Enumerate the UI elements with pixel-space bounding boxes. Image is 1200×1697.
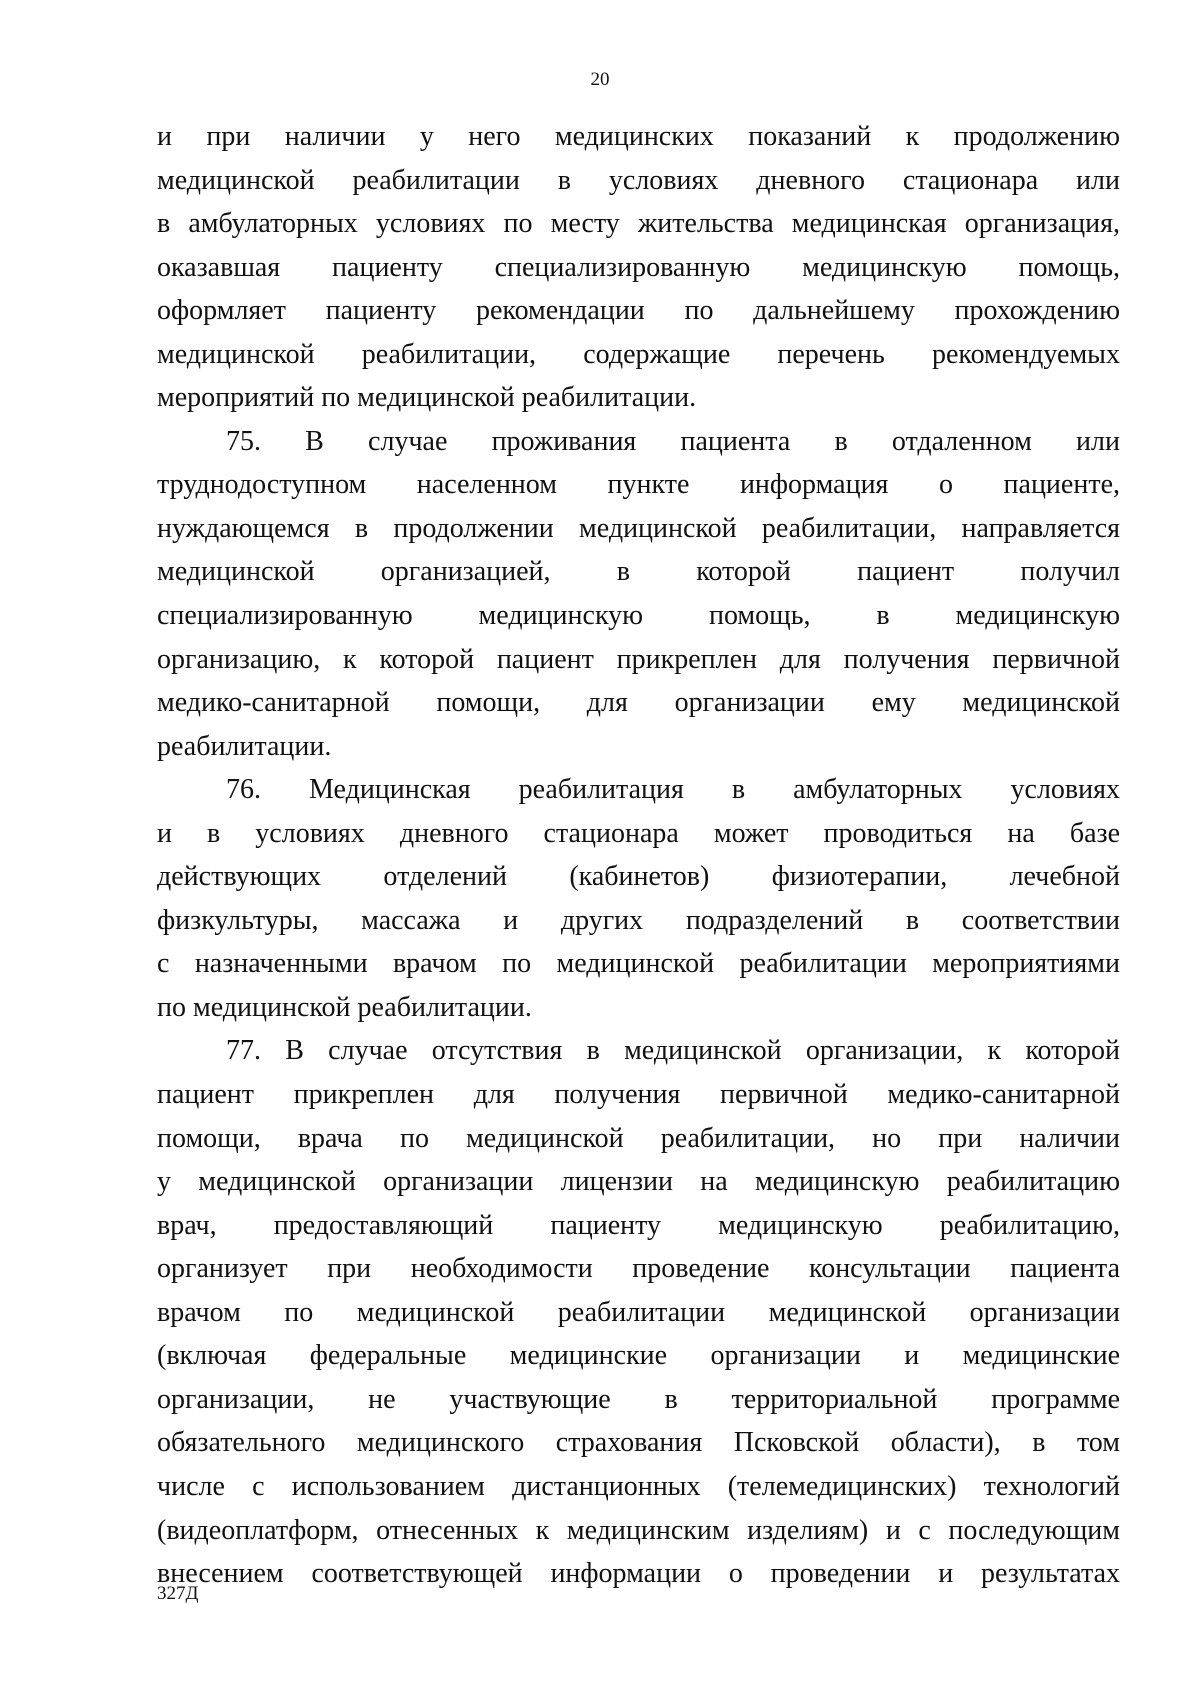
text-line: пациент прикреплен для получения первичной медико-санитарной xyxy=(157,1079,1120,1111)
text-line: и в условиях дневного стационара может проводиться на базе xyxy=(157,817,1120,849)
text-line: медицинской реабилитации, содержащие перечень рекомендуемых xyxy=(157,338,1120,370)
text-line: действующих отделений (кабинетов) физиотерапии, лечебной xyxy=(157,861,1120,893)
text-line: врачом по медицинской реабилитации медицинской организации xyxy=(157,1296,1120,1328)
text-line: физкультуры, массажа и других подразделений в соответствии xyxy=(157,904,1120,936)
text-line: (видеоплатформ, отнесенных к медицинским изделиям) и с последующим xyxy=(157,1514,1120,1546)
text-line: нуждающемся в продолжении медицинской реабилитации, направляется xyxy=(157,512,1120,544)
text-line: медицинской реабилитации в условиях дневного стационара или xyxy=(157,164,1120,196)
paragraph-75 xyxy=(157,420,1120,768)
text-line: организует при необходимости проведение консультации пациента xyxy=(157,1253,1120,1285)
document-body xyxy=(157,115,1120,1596)
text-line: числе с использованием дистанционных (телемедицинских) технологий xyxy=(157,1470,1120,1502)
text-line: в амбулаторных условиях по месту жительства медицинская организация, xyxy=(157,208,1120,240)
text-line: труднодоступном населенном пункте информация о пациенте, xyxy=(157,469,1120,501)
text-line: и при наличии у него медицинских показаний к продолжению xyxy=(157,121,1120,152)
text-line: 76. Медицинская реабилитация в амбулаторных условиях xyxy=(226,774,1120,806)
paragraph-77 xyxy=(157,1029,1120,1595)
text-line: специализированную медицинскую помощь, в медицинскую xyxy=(157,600,1120,632)
text-line: врач, предоставляющий пациенту медицинскую реабилитацию, xyxy=(157,1209,1120,1241)
document-code: 327Д xyxy=(157,1583,199,1604)
text-line: медико-санитарной помощи, для организации ему медицинской xyxy=(157,687,1120,719)
text-line: у медицинской организации лицензии на медицинскую реабилитацию xyxy=(157,1166,1120,1198)
page-number: 20 xyxy=(590,69,610,90)
text-line: мероприятий по медицинской реабилитации. xyxy=(157,382,697,414)
text-line: оказавшая пациенту специализированную медицинскую помощь, xyxy=(157,251,1120,283)
text-line: реабилитации. xyxy=(157,730,332,762)
text-line: внесением соответствующей информации о проведении и результатах xyxy=(157,1558,1120,1590)
text-line: (включая федеральные медицинские организации и медицинские xyxy=(157,1340,1120,1372)
text-line: по медицинской реабилитации. xyxy=(157,991,532,1023)
text-line: обязательного медицинского страхования Псковской области), в том xyxy=(157,1427,1120,1459)
text-line: организацию, к которой пациент прикреплен для получения первичной xyxy=(157,643,1120,675)
text-line: 77. В случае отсутствия в медицинской организации, к которой xyxy=(226,1035,1120,1067)
paragraph-continued xyxy=(157,115,1120,420)
text-line: медицинской организацией, в которой пациент получил xyxy=(157,556,1120,588)
text-line: организации, не участвующие в территориальной программе xyxy=(157,1383,1120,1415)
text-line: помощи, врача по медицинской реабилитации, но при наличии xyxy=(157,1122,1120,1154)
text-line: с назначенными врачом по медицинской реабилитации мероприятиями xyxy=(157,948,1120,980)
text-line: 75. В случае проживания пациента в отдаленном или xyxy=(226,425,1120,457)
text-line: оформляет пациенту рекомендации по дальнейшему прохождению xyxy=(157,295,1120,327)
paragraph-76 xyxy=(157,768,1120,1029)
